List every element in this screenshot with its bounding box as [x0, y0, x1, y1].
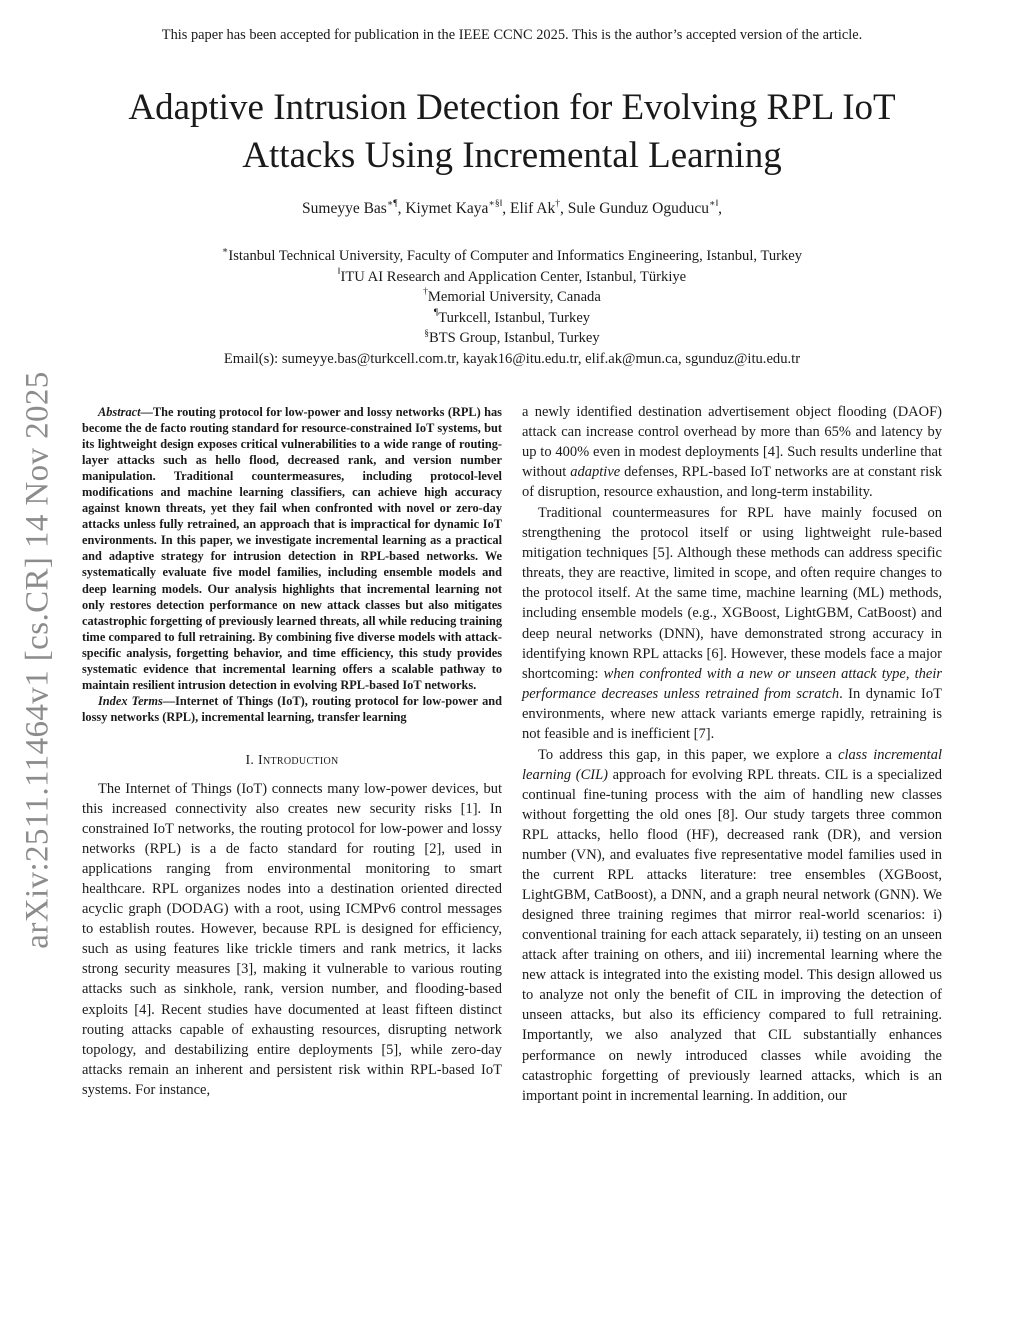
affiliation — [0, 267, 1024, 288]
affiliation — [0, 287, 1024, 308]
affiliation — [0, 246, 1024, 267]
author-name: Sule Gunduz Oguducu — [567, 200, 709, 217]
affiliation-text: Memorial University, Canada — [427, 289, 601, 306]
left-column — [82, 404, 502, 1100]
author-name: Kiymet Kaya — [405, 200, 489, 217]
author-marks: ∗§‖ — [488, 198, 503, 209]
affiliation-mark: ‖ — [337, 266, 341, 277]
affiliation-list — [0, 246, 1024, 370]
paragraph-text: Traditional countermeasures for RPL have mainly focused on strengthening the protocol itself or using lightweight rule-based mitigation techniques [5]. Although these methods can address specific threats, they are reactive, limited in scope, and often require changes to the protocol itself. At the same time, machine learning (ML) methods, including ensemble models (e.g., XGBoost, LightGBM, CatBoost) and deep neural networks (DNN), have demonstrated strong accuracy in identifying known RPL attacks [6]. However, these models face a major shortcoming: — [522, 505, 942, 682]
affiliation-mark: † — [423, 287, 428, 298]
abstract-text: —The routing protocol for low-power and lossy networks (RPL) has become the de facto routing standard for resource-constrained IoT systems, but its lightweight design exposes critical vulnerabilities to a wide range of routing-layer attacks such as hello flood, decreased rank, and version number manipulation. Traditional countermeasures, including protocol-level modifications and machine learning classifiers, can achieve high accuracy against known threats, yet they fail when confronted with novel or zero-day attacks unless fully retrained, an approach that is impractical for dynamic IoT environments. In this paper, we investigate incremental learning as a practical and adaptive strategy for intrusion detection in RPL-based networks. We systematically evaluate five model families, including ensemble models and deep learning models. Our analysis highlights that incremental learning not only restores detection performance on new attack classes but also mitigates catastrophic forgetting of previously learned threats, all while reducing training time compared to full retraining. By combining five diverse models with attack-specific analysis, forgetting behavior, and time efficiency, this study provides systematic evidence that incremental learning offers a scalable pathway to maintain resilient intrusion detection in evolving RPL-based IoT networks. — [82, 405, 502, 692]
section-heading — [82, 751, 502, 771]
index-terms-label: Index Terms — [98, 693, 163, 708]
abstract-label: Abstract — [98, 405, 141, 419]
index-terms-text: —Internet of Things (IoT), routing protocol for low-power and lossy networks (RPL), incremental learning, transfer learning — [82, 693, 503, 724]
paragraph-text: To address this gap, in this paper, we explore a — [538, 746, 839, 763]
affiliation-text: Istanbul Technical University, Faculty of Computer and Informatics Engineering, Istanbul, Turkey — [228, 248, 803, 264]
affiliation-mark: ∗ — [221, 246, 229, 257]
author-marks: ∗¶ — [386, 198, 398, 209]
title-line-2: Attacks Using Incremental Learning — [242, 135, 782, 176]
author-name: Sumeyye Bas — [302, 200, 387, 217]
paragraph — [522, 402, 942, 502]
right-column — [522, 402, 942, 1106]
affiliation — [0, 328, 1024, 349]
author-marks: ∗‖ — [708, 198, 719, 209]
emphasis: adaptive — [570, 464, 621, 481]
affiliation — [0, 308, 1024, 329]
arxiv-identifier: arXiv:2511.11464v1 [cs.CR] 14 Nov 2025 — [19, 371, 56, 949]
title-line-1: Adaptive Intrusion Detection for Evolving RPL IoT — [128, 87, 896, 128]
affiliation-text: ITU AI Research and Application Center, Istanbul, Türkiye — [340, 268, 687, 285]
publication-notice: This paper has been accepted for publication in the IEEE CCNC 2025. This is the author’s accepted version of the article. — [161, 27, 863, 43]
author-marks: † — [555, 198, 561, 209]
section-title: Introduction — [258, 752, 339, 768]
emphasis: when confronted with a new or unseen attack type, their performance decreases unless retrained from scratch — [522, 665, 942, 702]
affiliation-mark: § — [424, 328, 430, 339]
paper-title — [40, 84, 984, 180]
paragraph-text: approach for evolving RPL threats. CIL is a specialized continual fine-tuning process with the aim of handling new classes without forgetting the old ones [8]. Our study targets three common RPL attacks, hello flood (HF), decreased rank (DR), and version number (VN), and evaluates five representative model families used in the current RPL attacks literature: tree ensembles (XGBoost, LightGBM, CatBoost), a DNN, and a graph neural network (GNN). We designed three training regimes that mirror real-world scenarios: i) conventional training for each attack separately, ii) testing on an unseen attack after training on others, and iii) incremental learning where the new attack is integrated into the existing model. This design allowed us to analyze not only the benefit of CIL in improving the detection of unseen attacks, but also its efficiency compared to full retraining. Importantly, we also analyzed that CIL substantially enhances performance on newly introduced classes while avoiding the catastrophic forgetting of previously learned attacks, which is an important point in incremental learning. In addition, our — [522, 766, 943, 1104]
affiliation-text: Turkcell, Istanbul, Turkey — [438, 309, 591, 326]
author-name: Elif Ak — [510, 200, 556, 217]
emphasis: class incremental learning (CIL) — [522, 746, 942, 783]
paragraph-text: a newly identified destination advertisement object flooding (DAOF) attack can increase control overhead by more than 65% and latency by up to 400% even in modest deployments [4]. Such results underline that without — [522, 404, 942, 481]
email-line: Email(s): sumeyye.bas@turkcell.com.tr, kayak16@itu.edu.tr, elif.ak@mun.ca, sgunduz@itu.edu.tr — [223, 350, 801, 367]
abstract — [82, 404, 502, 725]
paragraph-text: . In dynamic IoT environments, where new attack variants emerge rapidly, retraining is not feasible and is inefficient [7]. — [522, 685, 942, 742]
affiliation-text: BTS Group, Istanbul, Turkey — [429, 330, 600, 347]
paragraph: The Internet of Things (IoT) connects many low-power devices, but this increased connectivity also creates new security risks [1]. In constrained IoT networks, the routing protocol for low-power and lossy networks (RPL) is a de facto standard for routing [2], used in applications ranging from environmental monitoring to smart healthcare. RPL organizes nodes into a destination oriented directed acyclic graph (DODAG) with a root, using ICMPv6 control messages to establish routes. However, because RPL is designed for efficiency, such as using features like trickle timers and rank metrics, it lacks strong security measures [3], making it vulnerable to various routing attacks such as sinkhole, rank, version number, and flooding-based exploits [4]. Recent studies have documented at least fifteen distinct routing attacks capable of exhausting resources, disrupting network topology, and destabilizing entire deployments [5], while zero-day attacks remain an inherent and persistent risk within RPL-based IoT systems. For instance, — [82, 780, 502, 1098]
paragraph — [522, 503, 942, 744]
paragraph-text: defenses, RPL-based IoT networks are at constant risk of disruption, resource exhaustion, and long-term instability. — [522, 464, 942, 501]
author-list: Sumeyye Bas∗¶, Kiymet Kaya∗§‖, Elif Ak†, Sule Gunduz Oguducu∗‖, — [302, 198, 722, 217]
paragraph — [522, 745, 942, 1106]
affiliation-mark: ¶ — [433, 307, 439, 318]
section-number: I. — [245, 752, 259, 768]
